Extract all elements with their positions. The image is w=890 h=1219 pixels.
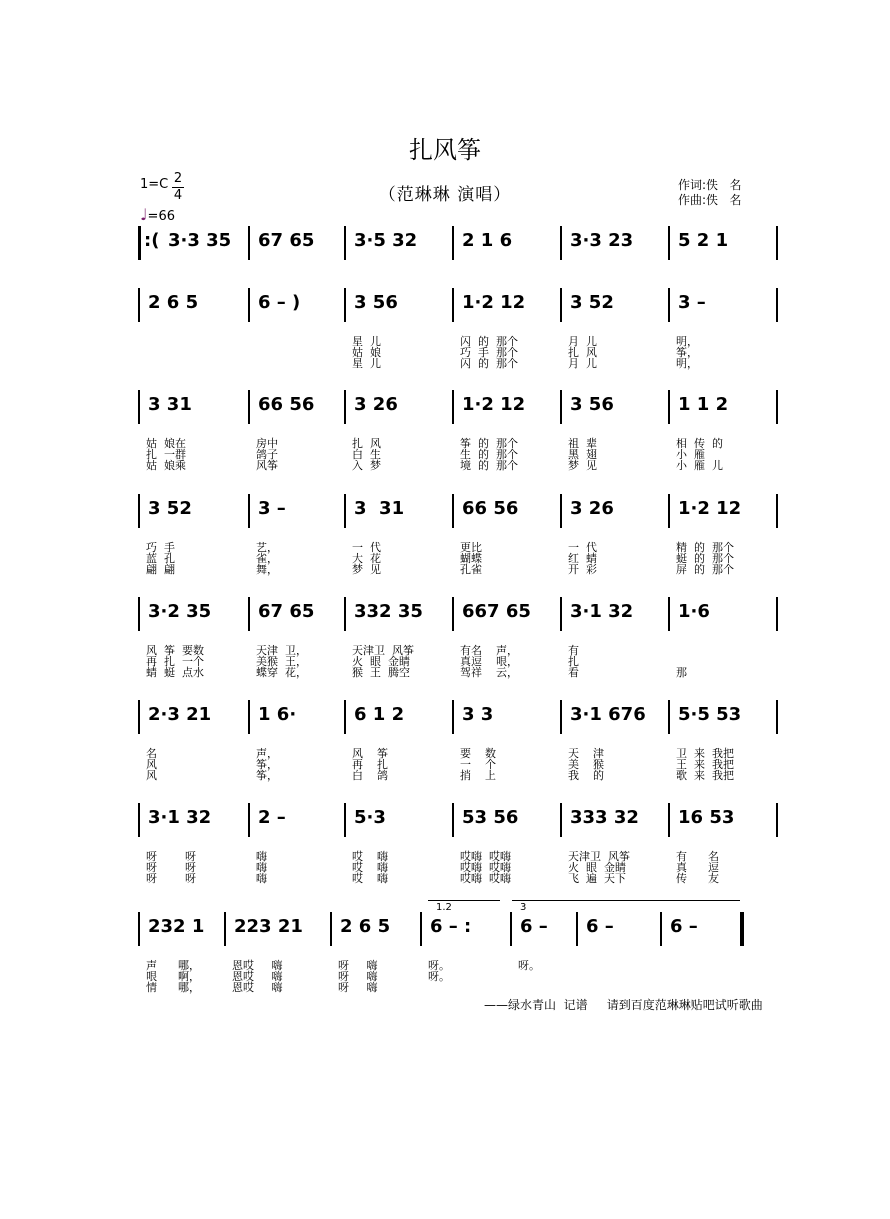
lyric-text: 嗨 [256, 872, 267, 885]
barline [248, 803, 250, 837]
lyric-text: 筝， [676, 346, 698, 359]
lyric-text: 哎 嗨 [352, 861, 388, 874]
lyric-text: 情 哪， [146, 981, 200, 994]
barline [668, 700, 670, 734]
measure-notes: 3 56 [570, 394, 614, 415]
lyric-text: 明， [676, 335, 698, 348]
barline [668, 494, 670, 528]
composer-credit: 作曲:佚 名 [678, 193, 742, 207]
lyric-text: 舞， [256, 563, 278, 576]
lyric-text: 呀 呀 [146, 861, 196, 874]
lyric-text: 小 雁 [676, 448, 705, 461]
transcriber-note: ——绿水青山 记谱 请到百度范琳琳贴吧试听歌曲 [484, 998, 763, 1012]
lyric-text: 房中 [256, 437, 278, 450]
barline [668, 803, 670, 837]
lyric-text: 筝 的 那个 [460, 437, 518, 450]
barline [344, 803, 346, 837]
measure-notes: 6 – [586, 916, 614, 937]
lyric-text: 真 逗 [676, 861, 719, 874]
lyric-text: 那 [676, 666, 687, 679]
lyric-text: 风 筝 要数 [146, 644, 204, 657]
lyric-text: 白 鸽 [352, 769, 388, 782]
lyric-text: 蝶穿 花， [256, 666, 307, 679]
lyric-text: 天津卫 风筝 [352, 644, 414, 657]
measure-notes: 1 1 2 [678, 394, 729, 415]
lyric-text: 恩哎 嗨 [232, 959, 283, 972]
lyric-text: 一 代 [568, 541, 597, 554]
lyric-text: 天 津 [568, 747, 604, 760]
measure-notes: 3 26 [570, 498, 614, 519]
barline [138, 700, 140, 734]
barline [576, 912, 578, 946]
tempo-mark [140, 205, 175, 224]
barline [560, 803, 562, 837]
measure-notes: 2·3 21 [148, 704, 212, 725]
barline [776, 226, 778, 260]
lyric-text: 呀 嗨 [338, 970, 378, 983]
lyric-text: 哎嗨 哎嗨 [460, 872, 511, 885]
barline [138, 912, 140, 946]
barline [138, 597, 140, 631]
lyric-text: 月 儿 [568, 335, 597, 348]
measure-notes: 3 – [678, 292, 706, 313]
barline [776, 390, 778, 424]
barline [344, 288, 346, 322]
barline [248, 700, 250, 734]
barline [452, 803, 454, 837]
lyric-text: 相 传 的 [676, 437, 723, 450]
measure-notes: 3·1 32 [148, 807, 212, 828]
barline [452, 288, 454, 322]
lyric-text: 闪 的 那个 [460, 335, 518, 348]
measure-notes: 2 6 5 [148, 292, 199, 313]
barline [560, 288, 562, 322]
measure-notes: 232 1 [148, 916, 205, 937]
measure-notes: 1·6 [678, 601, 710, 622]
barline [740, 912, 744, 946]
lyric-text: 筝， [256, 758, 278, 771]
lyric-text: 火 眼 金睛 [568, 861, 626, 874]
lyric-text: 蝴蝶 [460, 552, 482, 565]
barline [138, 226, 141, 260]
barline [776, 597, 778, 631]
barline [344, 390, 346, 424]
barline [452, 226, 454, 260]
lyric-text: 扎 [568, 655, 579, 668]
lyric-text: 风 [146, 758, 157, 771]
lyric-text: 声， [256, 747, 278, 760]
barline [452, 390, 454, 424]
measure-notes: 3·3 23 [570, 230, 634, 251]
measure-notes: 1·2 12 [678, 498, 742, 519]
barline [344, 226, 346, 260]
lyric-text: 天津卫 风筝 [568, 850, 630, 863]
volta-label-1: 1.2 [436, 902, 452, 913]
lyric-text: 哎嗨 哎嗨 [460, 850, 511, 863]
barline [138, 803, 140, 837]
measure-notes: 2 – [258, 807, 286, 828]
barline [560, 390, 562, 424]
lyric-text: 嗨 [256, 861, 267, 874]
lyricist-credit: 作词:佚 名 [678, 178, 742, 192]
measure-notes: 6 – [520, 916, 548, 937]
lyric-text: 飞 遍 天下 [568, 872, 626, 885]
lyric-text: 雀， [256, 552, 278, 565]
measure-notes: 332 35 [354, 601, 423, 622]
quarter-note-icon: ♩ [140, 205, 148, 224]
measure-notes: 66 56 [258, 394, 315, 415]
measure-notes: 6 – [670, 916, 698, 937]
barline [248, 494, 250, 528]
lyric-text: 天津 卫， [256, 644, 307, 657]
lyric-text: 精 的 那个 [676, 541, 734, 554]
tempo-value: =66 [147, 209, 175, 224]
barline [668, 288, 670, 322]
lyric-text: 扎 风 [568, 346, 597, 359]
lyric-text: 闪 的 那个 [460, 357, 518, 370]
lyric-text: 名 [146, 747, 157, 760]
barline [248, 390, 250, 424]
lyric-text: 恩哎 嗨 [232, 981, 283, 994]
measure-notes: 1·2 12 [462, 394, 526, 415]
lyric-text: 扎 风 [352, 437, 381, 450]
lyric-text: 梦 见 [352, 563, 381, 576]
lyric-text: 红 蜻 [568, 552, 597, 565]
measure-notes: 2 6 5 [340, 916, 391, 937]
barline [776, 494, 778, 528]
lyric-text: 呀 嗨 [338, 981, 378, 994]
lyric-text: 姑 娘在 [146, 437, 186, 450]
barline [344, 700, 346, 734]
lyric-text: 月 儿 [568, 357, 597, 370]
lyric-text: 梦 见 [568, 459, 597, 472]
lyric-text: 呀。 [428, 970, 450, 983]
lyric-text: 我 的 [568, 769, 604, 782]
lyric-text: 有名 声， [460, 644, 518, 657]
measure-notes: 1·2 12 [462, 292, 526, 313]
lyric-text: 声 哪， [146, 959, 200, 972]
measure-notes: 3 – [258, 498, 286, 519]
lyric-text: 姑 娘乘 [146, 459, 186, 472]
lyric-text: 美 猴 [568, 758, 604, 771]
lyric-text: 孔雀 [460, 563, 482, 576]
lyric-text: 巧 手 那个 [460, 346, 518, 359]
barline [560, 700, 562, 734]
barline [138, 494, 140, 528]
lyric-text: 蜓 的 那个 [676, 552, 734, 565]
lyric-text: 呀 呀 [146, 850, 196, 863]
lyric-text: 呀。 [428, 959, 450, 972]
lyric-text: 一 个 [460, 758, 496, 771]
measure-notes: 1 6· [258, 704, 297, 725]
lyric-text: 看 [568, 666, 579, 679]
barline [138, 288, 140, 322]
lyric-text: 蓝 孔 [146, 552, 175, 565]
barline [668, 597, 670, 631]
lyric-text: 星 儿 [352, 357, 381, 370]
measure-notes: 667 65 [462, 601, 531, 622]
lyric-text: 王 来 我把 [676, 758, 734, 771]
time-sig-top: 2 [173, 171, 183, 186]
barline [560, 597, 562, 631]
volta-bracket-3 [512, 900, 740, 913]
lyric-text: 扎 一群 [146, 448, 186, 461]
lyric-text: 美猴 王， [256, 655, 307, 668]
barline [510, 912, 512, 946]
measure-notes: 6 – : [430, 916, 472, 937]
lyric-text: 白 生 [352, 448, 381, 461]
lyric-text: 火 眼 金睛 [352, 655, 410, 668]
measure-notes: 3 52 [148, 498, 192, 519]
repeat-open-paren: :( [144, 230, 160, 251]
song-title: 扎风筝 [409, 136, 481, 164]
lyric-text: 有 [568, 644, 579, 657]
measure-notes: 66 56 [462, 498, 519, 519]
measure-notes: 2 1 6 [462, 230, 513, 251]
measure-notes: 3 26 [354, 394, 398, 415]
lyric-text: 姑 娘 [352, 346, 381, 359]
lyric-text: 一 代 [352, 541, 381, 554]
barline [668, 226, 670, 260]
lyric-text: 驾祥 云， [460, 666, 518, 679]
lyric-text: 艺， [256, 541, 278, 554]
lyric-text: 更比 [460, 541, 482, 554]
lyric-text: 猴 王 腾空 [352, 666, 410, 679]
lyric-text: 风 筝 [352, 747, 388, 760]
lyric-text: 屏 的 那个 [676, 563, 734, 576]
lyric-text: 要 数 [460, 747, 496, 760]
measure-notes: 3·5 32 [354, 230, 418, 251]
barline [668, 390, 670, 424]
barline [452, 494, 454, 528]
lyric-text: 哎嗨 哎嗨 [460, 861, 511, 874]
lyric-text: 境 的 那个 [460, 459, 518, 472]
lyric-text: 明， [676, 357, 698, 370]
lyric-text: 卫 来 我把 [676, 747, 734, 760]
lyric-text: 筝， [256, 769, 278, 782]
measure-notes: 3·3 35 [168, 230, 232, 251]
lyric-text: 蜻 蜓 点水 [146, 666, 204, 679]
lyric-text: 有 名 [676, 850, 719, 863]
lyric-text: 巧 手 [146, 541, 175, 554]
time-sig-bottom: 4 [173, 188, 183, 203]
barline [776, 700, 778, 734]
lyric-text: 开 彩 [568, 563, 597, 576]
performer-subtitle: （范琳琳 演唱） [378, 185, 512, 205]
measure-notes: 3 3 [462, 704, 494, 725]
measure-notes: 5·5 53 [678, 704, 742, 725]
measure-notes: 3 31 [148, 394, 192, 415]
barline [420, 912, 422, 946]
barline [344, 597, 346, 631]
measure-notes: 6 – ) [258, 292, 301, 313]
barline [248, 226, 250, 260]
lyric-text: 入 梦 [352, 459, 381, 472]
barline [452, 597, 454, 631]
lyric-text: 哎 嗨 [352, 850, 388, 863]
barline [248, 288, 250, 322]
lyric-text: 星 儿 [352, 335, 381, 348]
measure-notes: 6 1 2 [354, 704, 405, 725]
barline [560, 494, 562, 528]
lyric-text: 恩哎 嗨 [232, 970, 283, 983]
measure-notes: 53 56 [462, 807, 519, 828]
lyric-text: 哏 啊， [146, 970, 200, 983]
lyric-text: 呀 嗨 [338, 959, 378, 972]
lyric-text: 祖 辈 [568, 437, 597, 450]
barline [452, 700, 454, 734]
lyric-text: 翩 翩 [146, 563, 175, 576]
lyric-text: 风 [146, 769, 157, 782]
lyric-text: 真逗 哏， [460, 655, 518, 668]
lyric-text: 风筝 [256, 459, 278, 472]
barline [344, 494, 346, 528]
measure-notes: 3 56 [354, 292, 398, 313]
measure-notes: 223 21 [234, 916, 303, 937]
measure-notes: 67 65 [258, 601, 315, 622]
credits [678, 178, 742, 208]
lyric-text: 传 友 [676, 872, 719, 885]
volta-label-3: 3 [520, 902, 527, 913]
lyric-text: 捎 上 [460, 769, 496, 782]
lyric-text: 哎 嗨 [352, 872, 388, 885]
lyric-text: 鸽子 [256, 448, 278, 461]
key-label: 1=C [140, 177, 169, 192]
barline [776, 803, 778, 837]
measure-notes: 5·3 [354, 807, 386, 828]
measure-notes: 67 65 [258, 230, 315, 251]
lyric-text: 生 的 那个 [460, 448, 518, 461]
measure-notes: 5 2 1 [678, 230, 729, 251]
lyric-text: 呀。 [518, 959, 540, 972]
volta-bracket-1 [428, 900, 500, 913]
time-signature [172, 171, 184, 204]
lyric-text: 再 扎 一个 [146, 655, 204, 668]
measure-notes: 3 52 [570, 292, 614, 313]
measure-notes: 3 31 [354, 498, 405, 519]
key-signature [140, 171, 183, 203]
barline [776, 288, 778, 322]
lyric-text: 再 扎 [352, 758, 388, 771]
measure-notes: 3·2 35 [148, 601, 212, 622]
measure-notes: 333 32 [570, 807, 639, 828]
lyric-text: 嗨 [256, 850, 267, 863]
barline [560, 226, 562, 260]
measure-notes: 3·1 32 [570, 601, 634, 622]
lyric-text: 呀 呀 [146, 872, 196, 885]
barline [248, 597, 250, 631]
measure-notes: 16 53 [678, 807, 735, 828]
barline [330, 912, 332, 946]
lyric-text: 大 花 [352, 552, 381, 565]
barline [138, 390, 140, 424]
lyric-text: 歌 来 我把 [676, 769, 734, 782]
lyric-text: 小 雁 儿 [676, 459, 723, 472]
barline [224, 912, 226, 946]
lyric-text: 黑 翅 [568, 448, 597, 461]
measure-notes: 3·1 676 [570, 704, 646, 725]
barline [660, 912, 662, 946]
